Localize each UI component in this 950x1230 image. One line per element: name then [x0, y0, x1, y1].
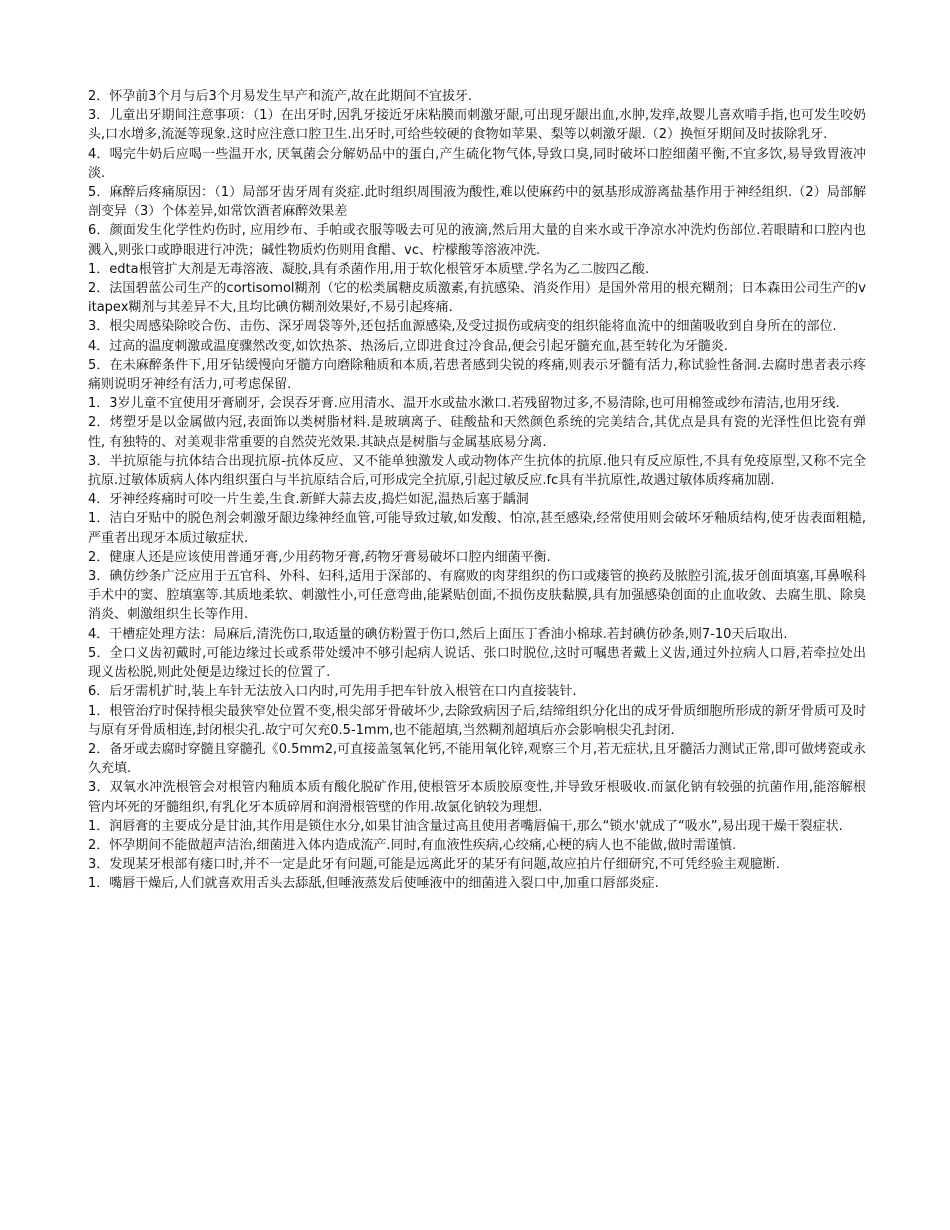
document-body	[88, 87, 866, 894]
paragraph: 3．发现某牙根部有瘘口时,并不一定是此牙有问题,可能是远离此牙的某牙有问题,故应拍片仔细研究,不可凭经验主观臆断.	[88, 857, 780, 873]
paragraph: 4．过高的温度刺激或温度骤然改变,如饮热茶、热汤后,立即进食过冷食品,便会引起牙髓充血,甚至转化为牙髓炎.	[88, 338, 728, 354]
paragraph: 2．烤塑牙是以金属做内冠,表面饰以类树脂材料.是玻璃离子、硅酸盐和天然颜色系统的完美结合,其优点是具有瓷的光泽性但比瓷有弹性, 有独特的、对美观非常重要的自然荧光效果.其缺点是树脂与金属基底易分离.	[88, 415, 866, 450]
paragraph: 5．全口义齿初戴时,可能边缘过长或系带处缓冲不够引起病人说话、张口时脱位,这时可嘱患者戴上义齿,通过外拉病人口唇,若牵拉处出现义齿松脱,则此处便是边缘过长的位置了.	[88, 645, 866, 681]
paragraph: 2．怀孕期间不能做超声洁治,细菌进入体内造成流产.同时,有血液性疾病,心绞痛,心梗的病人也不能做,做时需谨慎.	[88, 837, 737, 853]
paragraph: 3．儿童出牙期间注意事项：（1）在出牙时,因乳牙接近牙床粘膜而刺激牙龈,可出现牙龈出血,水肿,发痒,故婴儿喜欢啃手指,也可发生咬奶头,口水增多,流涎等现象.这时应注意口腔卫生.出牙时,可给些较硬的食物如苹果、梨等以刺激牙龈.（2）换恒牙期间及时拔除乳牙.	[88, 108, 866, 143]
paragraph: 3．根尖周感染除咬合伤、击伤、深牙周袋等外,还包括血源感染,及受过损伤或病变的组织能将血流中的细菌吸收到自身所在的部位.	[88, 319, 837, 335]
paragraph: 6．颜面发生化学性灼伤时, 应用纱布、手帕或衣服等吸去可见的液滴,然后用大量的自来水或干净凉水冲洗灼伤部位.若眼睛和口腔内也溅入,则张口或睁眼进行冲洗；碱性物质灼伤则用食醋、vc、柠檬酸等溶液冲洗.	[88, 223, 866, 258]
paragraph: 4．喝完牛奶后应喝一些温开水, 厌氧菌会分解奶品中的蛋白,产生硫化物气体,导致口臭,同时破坏口腔细菌平衡,不宜多饮,易导致胃液冲淡.	[88, 146, 866, 181]
paragraph: 6．后牙需机扩时,装上车针无法放入口内时,可先用手把车针放入根管在口内直接装针.	[88, 684, 577, 700]
paragraph: 1．3岁儿童不宜使用牙膏刷牙, 会误吞牙膏.应用清水、温开水或盐水漱口.若残留物过多,不易清除,也可用棉签或纱布清洁,也用牙线.	[88, 396, 840, 412]
paragraph: 1．嘴唇干燥后,人们就喜欢用舌头去舔舐,但唾液蒸发后使唾液中的细菌进入裂口中,加重口唇部炎症.	[88, 876, 659, 892]
paragraph: 2．法国碧蓝公司生产的cortisomol糊剂（它的松类属糖皮质激素,有抗感染、消炎作用）是国外常用的根充糊剂；日本森田公司生产的vitapex糊剂与其差异不大,且均比碘仿糊剂效果好,不易引起疼痛.	[88, 281, 866, 316]
paragraph: 1．润唇膏的主要成分是甘油,其作用是锁住水分,如果甘油含量过高且使用者嘴唇偏干,那么“锁水'就成了“吸水”,易出现干燥干裂症状.	[88, 818, 843, 834]
paragraph: 4．干槽症处理方法：局麻后,清洗伤口,取适量的碘仿粉置于伤口,然后上面压丁香油小棉球.若封碘仿砂条,则7-10天后取出.	[88, 626, 788, 642]
paragraph: 1．根管治疗时保持根尖最狭窄处位置不变,根尖部牙骨破坏少,去除致病因子后,结缔组织分化出的成牙骨质细胞所形成的新牙骨质可及时与原有牙骨质相连,封闭根尖孔.故宁可欠充0.5-1mm,也不能超填,当然糊剂超填后亦会影响根尖孔封闭.	[88, 703, 866, 738]
paragraph: 5．在未麻醉条件下,用牙钻缓慢向牙髓方向磨除釉质和本质,若患者感到尖锐的疼痛,则表示牙髓有活力,称试验性备洞.去腐时患者表示疼痛则说明牙神经有活力,可考虑保留.	[88, 357, 866, 393]
paragraph: 2．怀孕前3个月与后3个月易发生早产和流产,故在此期间不宜拔牙.	[88, 89, 473, 104]
paragraph: 3．碘仿纱条广泛应用于五官科、外科、妇科,适用于深部的、有腐败的肉芽组织的伤口或瘘管的换药及脓腔引流,拔牙创面填塞,耳鼻喉科手术中的窦、腔填塞等.其质地柔软、刺激性小,可任意弯曲,能紧贴创面,不损伤皮肤黏膜,具有加强感染创面的止血收敛、去腐生肌、除臭消炎、刺激组织生长等作用.	[88, 569, 866, 623]
paragraph: 2．健康人还是应该使用普通牙膏,少用药物牙膏,药物牙膏易破坏口腔内细菌平衡.	[88, 549, 551, 565]
paragraph: 1．edta根管扩大剂是无毒溶液、凝胶,具有杀菌作用,用于软化根管牙本质壁.学名为乙二胺四乙酸.	[88, 261, 650, 277]
paragraph: 3．双氧水冲洗根管会对根管内釉质本质有酸化脱矿作用,使根管牙本质胶原变性,并导致牙根吸收.而氯化钠有较强的抗菌作用,能溶解根管内坏死的牙髓组织,有乳化牙本质碎屑和润滑根管壁的作用.故氯化钠较为理想.	[88, 780, 866, 815]
paragraph: 1．洁白牙贴中的脱色剂会刺激牙龈边缘神经血管,可能导致过敏,如发酸、怕凉,甚至感染,经常使用则会破坏牙釉质结构,使牙齿表面粗糙,严重者出现牙本质过敏症状.	[88, 511, 866, 546]
paragraph: 3．半抗原能与抗体结合出现抗原-抗体反应、又不能单独激发人或动物体产生抗体的抗原.他只有反应原性,不具有免疫原型,又称不完全抗原.过敏体质病人体内组织蛋白与半抗原结合后,可形成完全抗原,引起过敏反应.fc具有半抗原性,故遇过敏体质疼痛加剧.	[88, 453, 866, 489]
paragraph: 4．牙神经疼痛时可咬一片生姜,生食.新鲜大蒜去皮,捣烂如泥,温热后塞于龋洞	[88, 492, 529, 508]
paragraph: 5．麻醉后疼痛原因：（1）局部牙齿牙周有炎症.此时组织周围液为酸性,难以使麻药中的氨基形成游离盐基作用于神经组织.（2）局部解剖变异（3）个体差异,如常饮酒者麻醉效果差	[88, 185, 866, 220]
paragraph: 2．备牙或去腐时穿髓且穿髓孔《0.5mm2,可直接盖氢氧化钙,不能用氧化锌,观察三个月,若无症状,且牙髓活力测试正常,即可做烤瓷或永久充填.	[88, 741, 866, 777]
